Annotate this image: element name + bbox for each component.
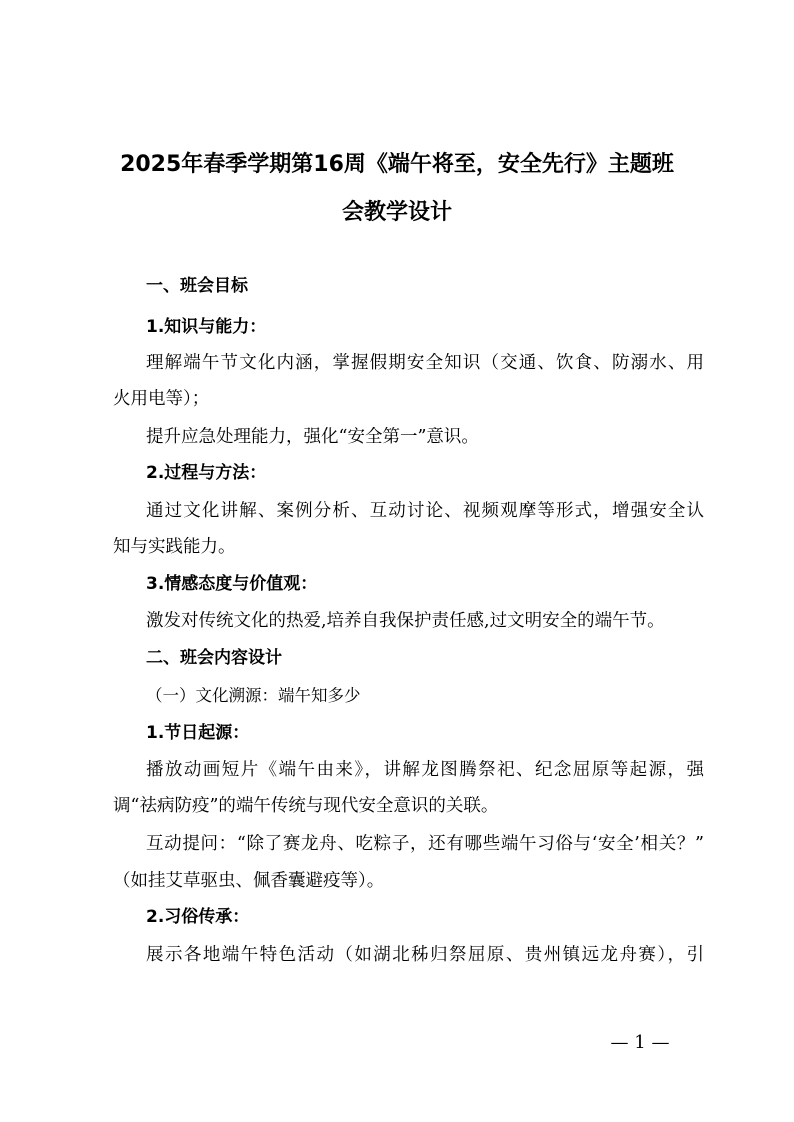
paragraph-ability: 提升应急处理能力，强化“安全第一”意识。 [146,427,479,447]
paragraph-values: 激发对传统文化的热爱,培养自我保护责任感,过文明安全的端午节。 [146,611,665,631]
paragraph-knowledge-line-1: 理解端午节文化内涵，掌握假期安全知识（交通、饮食、防溺水、用 [146,353,704,373]
paragraph-knowledge-line-2: 火用电等）； [113,389,210,409]
paragraph-customs-line-1: 展示各地端午特色活动（如湖北秭归祭屈原、贵州镇远龙舟赛），引 [146,945,704,965]
paragraph-question-line-2: （如挂艾草驱虫、佩香囊避疫等）。 [113,871,385,891]
section-heading-content: 二、班会内容设计 [146,648,282,668]
item-heading-values: 3.情感态度与价值观： [146,574,318,594]
item-heading-origin: 1.节日起源： [146,723,250,743]
paragraph-process-line-1: 通过文化讲解、案例分析、互动讨论、视频观摩等形式，增强安全认 [146,501,704,521]
paragraph-process-line-2: 知与实践能力。 [113,537,236,557]
document-title-line-2: 会教学设计 [341,200,452,225]
item-heading-process: 2.过程与方法： [146,463,267,483]
paragraph-question-line-1: 互动提问：“除了赛龙舟、吃粽子，还有哪些端午习俗与‘安全’相关？” [146,834,704,854]
subsection-heading-culture: （一）文化溯源：端午知多少 [146,686,361,705]
paragraph-origin-line-1: 播放动画短片《端午由来》，讲解龙图腾祭祀、纪念屈原等起源，强 [146,760,704,780]
item-heading-knowledge: 1.知识与能力： [146,317,267,337]
document-title-line-1: 2025年春季学期第16周《端午将至，安全先行》主题班 [120,152,674,177]
page-number: — 1 — [610,1032,670,1053]
item-heading-customs: 2.习俗传承： [146,907,250,927]
paragraph-origin-line-2: 调“祛病防疫”的端午传统与现代安全意识的关联。 [113,796,499,816]
section-heading-goals: 一、班会目标 [146,276,248,296]
